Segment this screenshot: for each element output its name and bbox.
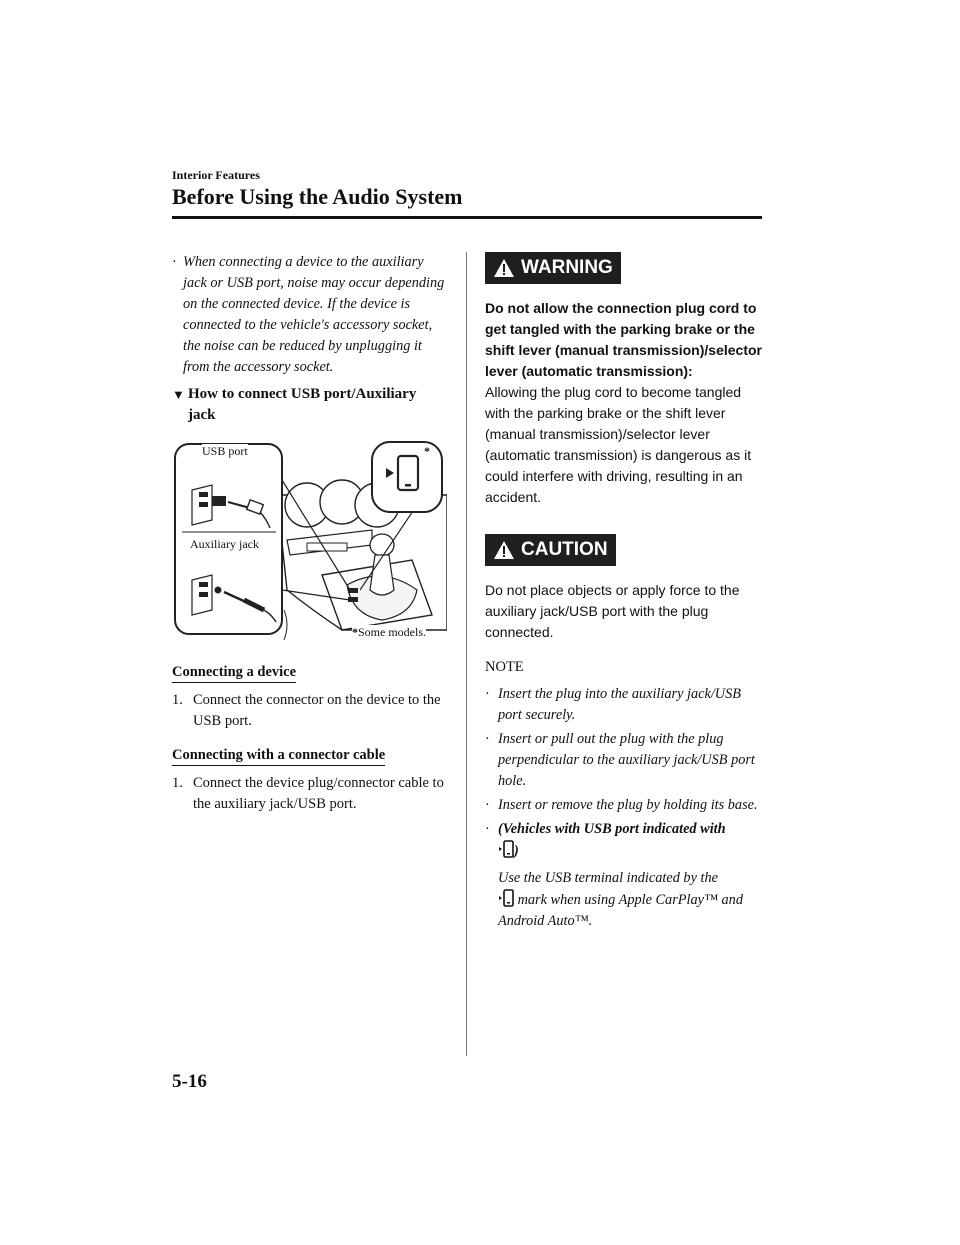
warning-triangle-icon: [493, 258, 515, 278]
aux-jack-label: Auxiliary jack: [190, 537, 259, 551]
carplay-heading-text: (Vehicles with USB port indicated with: [498, 821, 726, 837]
bullet-dot-icon: ·: [485, 821, 490, 837]
title-rule: [172, 216, 762, 219]
carplay-text-post: mark when using Apple CarPlay™ and Android Auto™.: [498, 892, 743, 929]
footnote-text: Some models.: [358, 625, 426, 639]
figure-footnote: [352, 625, 426, 640]
step-text: Connect the connector on the device to the USB port.: [193, 692, 441, 729]
caution-triangle-icon: [493, 540, 515, 560]
carplay-text-pre: Use the USB terminal indicated by the: [498, 870, 718, 886]
column-divider: [466, 252, 467, 1056]
caution-badge: [485, 534, 616, 566]
caution-label: CAUTION: [521, 539, 608, 560]
usb-port-label: USB port: [202, 444, 248, 458]
note-item: [485, 729, 765, 792]
note-item: [485, 795, 765, 816]
connecting-device-title: Connecting a device: [172, 664, 296, 683]
warning-label: WARNING: [521, 257, 613, 278]
bullet-dot-icon: ·: [172, 254, 177, 270]
carplay-heading: [498, 819, 765, 862]
note-label: NOTE: [485, 659, 524, 675]
note-item-text: Insert the plug into the auxiliary jack/USB port securely.: [498, 686, 741, 723]
note-item-carplay: [485, 819, 765, 932]
note-item: [485, 684, 765, 726]
connecting-cable-title: Connecting with a connector cable: [172, 747, 385, 766]
page-title: Before Using the Audio System: [172, 184, 463, 209]
bullet-dot-icon: ·: [485, 686, 490, 702]
left-column: [172, 252, 447, 815]
asterisk-mark: *: [424, 444, 430, 458]
warning-bold-text: Do not allow the connection plug cord to get tangled with the parking brake or the shift lever (manual transmission)/selector lever (automatic transmission):: [485, 300, 762, 379]
connecting-cable-block: [172, 746, 447, 815]
step-number: 1.: [172, 692, 183, 708]
usb-aux-heading: [172, 384, 447, 426]
connecting-device-step: [172, 690, 447, 732]
phone-usb-icon: [498, 889, 514, 907]
note-item-text: Insert or pull out the plug with the plug perpendicular to the auxiliary jack/USB port hole.: [498, 731, 755, 789]
noise-bullet: [172, 252, 447, 378]
note-list: [485, 684, 765, 932]
section-label: Interior Features: [172, 168, 260, 182]
phone-usb-icon: [498, 840, 514, 858]
warning-badge: [485, 252, 621, 284]
step-number: 1.: [172, 775, 183, 791]
warning-body: [485, 298, 765, 508]
page-number: 5-16: [172, 1071, 207, 1092]
bullet-dot-icon: ·: [485, 797, 490, 813]
connecting-device-block: [172, 663, 447, 732]
caution-body: Do not place objects or apply force to the auxiliary jack/USB port with the plug connected.: [485, 582, 740, 640]
warning-text: Allowing the plug cord to become tangled with the parking brake or the shift lever (manual transmission)/selector lever (automatic transmission) is dangerous as it could interfere with driving, resulting in an accident.: [485, 384, 752, 505]
noise-bullet-text: When connecting a device to the auxiliary jack or USB port, noise may occur depending on the connected device. If the device is connected to the vehicle's accessory socket, the noise can be reduced by unplugging it from the accessory socket.: [183, 254, 445, 375]
connecting-cable-step: [172, 773, 447, 815]
usb-aux-heading-text: How to connect USB port/Auxiliary jack: [188, 386, 417, 423]
right-column: [485, 252, 765, 932]
step-text: Connect the device plug/connector cable to the auxiliary jack/USB port.: [193, 775, 444, 812]
bullet-dot-icon: ·: [485, 731, 490, 747]
usb-aux-figure: [172, 440, 447, 645]
triangle-down-icon: ▼: [172, 387, 185, 402]
carplay-heading-close: ): [514, 843, 519, 859]
note-item-text: Insert or remove the plug by holding its base.: [498, 797, 758, 813]
carplay-text: [498, 868, 765, 932]
footnote-asterisk: *: [352, 625, 358, 639]
